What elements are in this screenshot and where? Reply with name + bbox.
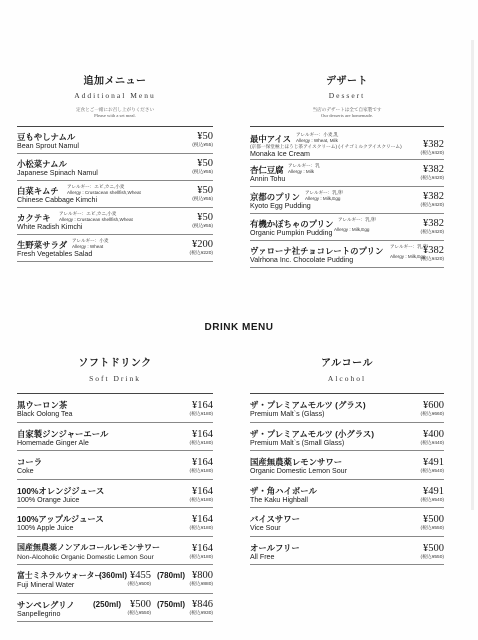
item-name-jp: 100%オレンジジュース: [17, 485, 105, 496]
item-name-en: Homemade Ginger Ale: [17, 438, 89, 447]
item-price-tax: (税込¥420): [420, 230, 444, 235]
item-name-en: Monaka Ice Cream: [250, 150, 310, 158]
drink-menu-title: DRINK MENU: [204, 322, 274, 333]
item-allergy-jp: アレルギー：乳,卵: [338, 217, 376, 222]
item-name-en: Non-Alcoholic Organic Domestic Lemon Sour: [17, 553, 154, 561]
item-allergy-en: Allergy : Milk: [288, 169, 315, 174]
menu-item: [17, 537, 213, 566]
menu-item: [250, 214, 444, 241]
additional-menu-section: [17, 76, 213, 262]
menu-item: [250, 423, 444, 452]
item-price-large: ¥800: [192, 570, 213, 581]
item-allergy-en: Allergy : Milk,Egg: [305, 196, 341, 201]
dessert-note-en: Our desserts are homemade.: [320, 113, 374, 118]
menu-item: [250, 537, 444, 566]
item-price-large-tax: (税込¥880): [189, 582, 213, 587]
item-name-jp: 生野菜サラダ: [17, 240, 68, 250]
menu-item: [17, 127, 213, 154]
menu-item: [17, 423, 213, 452]
item-name-jp: 有機かぼちゃのプリン: [250, 219, 334, 229]
menu-item: [17, 594, 213, 623]
menu-item: [17, 394, 213, 423]
menu-item: [17, 451, 213, 480]
item-name-en: Valrhona Inc. Chocolate Pudding: [250, 256, 354, 264]
item-name-jp: 国産無農薬ノンアルコールレモンサワー: [17, 542, 160, 552]
item-name-en: 100% Apple Juice: [17, 524, 74, 532]
menu-item: [250, 508, 444, 537]
soft-drink-subtitle: Soft Drink: [89, 374, 141, 383]
dessert-subtitle: Dessert: [328, 91, 366, 100]
item-name-en: Sanpellegrino: [17, 609, 61, 618]
item-price-tax: (税込¥660): [420, 412, 444, 417]
item-allergy-jp: アレルギー：乳: [288, 163, 320, 168]
menu-item: [17, 181, 213, 208]
item-price: ¥382: [423, 191, 444, 202]
item-price-tax: (税込¥420): [420, 203, 444, 208]
item-price: ¥50: [197, 212, 213, 223]
item-name-en: Coke: [17, 467, 34, 475]
item-name-en: Japanese Spinach Namul: [17, 169, 98, 177]
alcohol-title: アルコール: [321, 358, 373, 369]
menu-item: [250, 187, 444, 214]
item-price: ¥164: [192, 485, 213, 497]
menu-item: [250, 394, 444, 423]
item-price: ¥491: [423, 485, 444, 497]
dessert-title: デザート: [326, 76, 368, 87]
alcohol-section: [250, 358, 444, 565]
item-price-tax: (税込¥540): [420, 497, 444, 503]
item-price-tax: (税込¥55): [192, 170, 213, 175]
additional-menu-note-jp: 定食とご一緒にお召し上がりください: [75, 107, 155, 112]
item-price-small-tax: (税込¥500): [127, 582, 151, 587]
item-price: ¥382: [423, 139, 444, 150]
item-price: ¥164: [192, 428, 213, 440]
item-price: ¥382: [423, 218, 444, 229]
item-allergy-jp: アレルギー：小麦: [72, 238, 109, 243]
item-price-tax: (税込¥180): [189, 412, 213, 417]
item-price: ¥500: [423, 542, 444, 554]
item-price-tax: (税込¥180): [189, 497, 213, 503]
item-price-large-tax: (税込¥930): [189, 610, 213, 616]
item-allergy-jp: アレルギー：乳,卵: [305, 190, 343, 195]
dessert-section: [250, 76, 444, 268]
item-name-en: 100% Orange Juice: [17, 495, 80, 504]
item-name-jp: 杏仁豆腐: [250, 165, 284, 175]
item-price-tax: (税込¥420): [420, 176, 444, 181]
item-price-tax: (税込¥420): [420, 257, 444, 262]
item-price: ¥382: [423, 245, 444, 256]
item-price: ¥50: [197, 131, 213, 142]
item-name-jp: ヴァローナ社チョコレートのプリン: [250, 246, 384, 256]
item-name-en: Organic Pumpkin Pudding: [250, 229, 333, 237]
item-price-tax: (税込¥550): [420, 554, 444, 560]
item-name-en: Organic Domestic Lemon Sour: [250, 467, 347, 475]
item-price-tax: (税込¥55): [192, 143, 213, 148]
item-name-jp: 100%アップルジュース: [17, 514, 104, 524]
item-name-jp: オールフリー: [250, 542, 300, 553]
item-name-jp: 最中アイス: [250, 134, 292, 144]
item-price: ¥164: [192, 514, 213, 525]
item-allergy-jp: アレルギー：小麦,乳: [296, 132, 339, 137]
soft-drink-title: ソフトドリンク: [78, 358, 152, 369]
additional-menu-subtitle: Additional Menu: [74, 91, 156, 100]
item-allergy-en: Allergy : Milk,Egg: [334, 227, 370, 232]
item-price-tax: (税込¥550): [420, 526, 444, 531]
item-price: ¥491: [423, 457, 444, 468]
menu-item: [250, 451, 444, 480]
item-name-en: Black Oolong Tea: [17, 410, 73, 418]
item-price: ¥50: [197, 158, 213, 169]
menu-item: [17, 154, 213, 181]
menu-item: [250, 127, 444, 160]
item-name-jp: カクテキ: [17, 213, 51, 223]
item-price: ¥600: [423, 400, 444, 411]
alcohol-subtitle: Alcohol: [327, 374, 367, 383]
item-size-small: (250ml): [93, 599, 122, 609]
item-price-tax: (税込¥420): [420, 151, 444, 156]
item-price: ¥50: [197, 185, 213, 196]
item-price-tax: (税込¥55): [192, 224, 213, 229]
item-name-jp: 富士ミネラルウォーター: [17, 571, 103, 580]
item-allergy-jp: アレルギー：エビ,カニ,小麦: [59, 211, 117, 216]
item-name-en: Premium Malt`s (Small Glass): [250, 438, 345, 447]
item-price: ¥200: [192, 239, 213, 250]
additional-menu-title: 追加メニュー: [83, 76, 147, 87]
item-price-tax: (税込¥180): [189, 526, 213, 531]
item-price-tax: (税込¥55): [192, 197, 213, 202]
item-name-jp: 国産無農薬レモンサワー: [250, 457, 343, 467]
menu-item: [250, 480, 444, 509]
item-name-en: White Radish Kimchi: [17, 223, 83, 231]
dessert-note-jp: 当店のデザートは全て自家製です: [312, 107, 382, 112]
item-price-small: ¥455: [130, 570, 151, 581]
item-allergy-en: Allergy : Wheat, Milk: [296, 138, 338, 143]
item-size-large: (780ml): [157, 571, 186, 580]
soft-drink-section: [17, 358, 213, 622]
item-price: ¥500: [423, 514, 444, 525]
item-name-jp: ザ・プレミアムモルツ (グラス): [250, 400, 366, 410]
item-price-large: ¥846: [192, 598, 213, 610]
item-allergy-en: Allergy : Milk,Egg: [390, 254, 426, 259]
item-price: ¥382: [423, 164, 444, 175]
item-name-en: Kyoto Egg Pudding: [250, 202, 311, 210]
item-name-jp: 豆もやしナムル: [17, 132, 76, 142]
item-name-jp: 小松菜ナムル: [17, 159, 67, 169]
item-name-jp: サンペレグリノ: [17, 599, 75, 610]
menu-item: [17, 508, 213, 537]
item-allergy-jp: アレルギー：エビ,カニ,小麦: [67, 184, 125, 189]
menu-item: [250, 160, 444, 187]
menu-item: [250, 241, 444, 268]
item-allergy-en: Allergy : Wheat: [72, 244, 104, 249]
item-size-large: (750ml): [157, 599, 186, 609]
item-allergy-en: Allergy : Crustacean shellfish,Wheat: [59, 217, 133, 222]
item-name-en: Bean Sprout Namul: [17, 142, 79, 150]
menu-item: [17, 208, 213, 235]
item-flavors: (京都一保堂極上ほうじ茶アイスクリーム) (イチゴミルクアイスクリーム): [250, 144, 402, 149]
item-name-en: Fresh Vegetables Salad: [17, 250, 93, 258]
item-price-tax: (税込¥180): [189, 440, 213, 446]
item-allergy-en: Allergy : Crustacean shellfish,Wheat: [67, 190, 141, 195]
item-price: ¥164: [192, 400, 213, 411]
item-name-jp: コーラ: [17, 457, 43, 467]
item-price-tax: (税込¥180): [189, 469, 213, 474]
item-name-en: Vice Sour: [250, 524, 281, 532]
item-price: ¥400: [423, 428, 444, 440]
item-name-en: All Free: [250, 552, 275, 561]
item-name-en: The Kaku Highball: [250, 495, 308, 504]
item-name-jp: 京都のプリン: [250, 192, 300, 202]
item-price-tax: (税込¥540): [420, 469, 444, 474]
item-price-tax: (税込¥180): [189, 554, 213, 560]
item-price: ¥164: [192, 542, 213, 554]
item-price-tax: (税込¥220): [189, 251, 213, 256]
item-name-jp: 白菜キムチ: [17, 186, 59, 196]
item-price: ¥164: [192, 457, 213, 468]
item-price-small: ¥500: [130, 598, 151, 610]
menu-item: [17, 480, 213, 509]
item-name-en: Annin Tohu: [250, 175, 286, 183]
item-price-small-tax: (税込¥550): [127, 610, 151, 616]
item-name-jp: ザ・角ハイボール: [250, 485, 317, 496]
item-name-jp: 黒ウーロン茶: [17, 400, 68, 410]
item-price-tax: (税込¥440): [420, 440, 444, 446]
item-name-jp: ザ・プレミアムモルツ (小グラス): [250, 428, 374, 439]
scrollbar[interactable]: [471, 40, 474, 510]
item-name-jp: 自家製ジンジャーエール: [17, 428, 109, 439]
item-size-small: (360ml): [99, 571, 128, 580]
menu-item: [17, 565, 213, 594]
item-allergy-jp: アレルギー：乳,卵: [390, 244, 428, 249]
additional-menu-note-en: Please with a set meal.: [94, 113, 136, 118]
item-name-en: Chinese Cabbage Kimchi: [17, 196, 98, 204]
item-name-en: Premium Malt`s (Glass): [250, 410, 325, 418]
menu-item: [17, 235, 213, 262]
item-name-jp: バイスサワー: [250, 514, 300, 524]
item-name-en: Fuji Mineral Water: [17, 581, 75, 589]
